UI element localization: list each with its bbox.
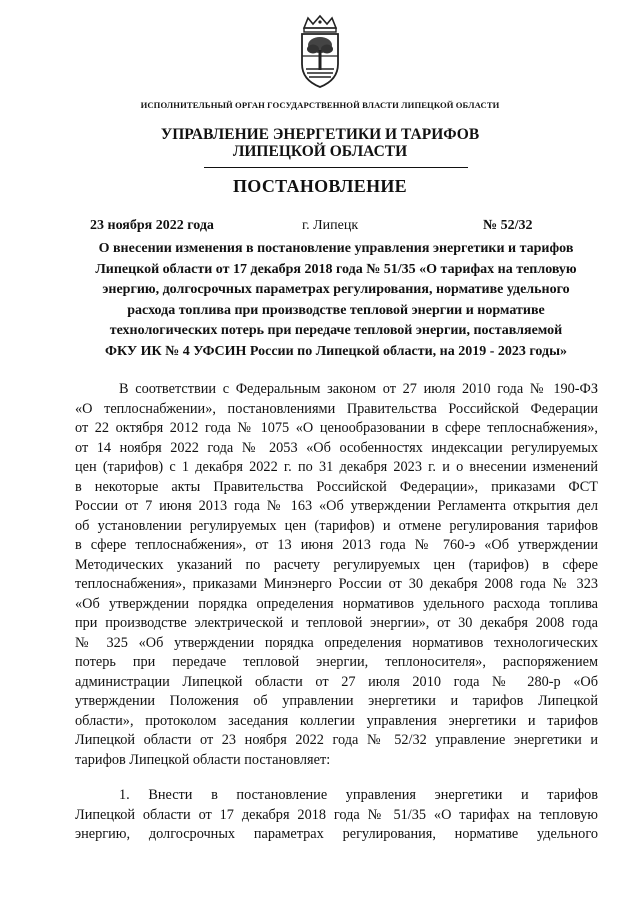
item-1-paragraph <box>75 786 598 845</box>
document-date: 23 ноября 2022 года <box>90 218 214 233</box>
body-line: Методических указаний по расчету регулируемых цен (тарифов) в сфере <box>75 556 598 573</box>
issuing-authority-line: ИСПОЛНИТЕЛЬНЫЙ ОРГАН ГОСУДАРСТВЕННОЙ ВЛАСТИ ЛИПЕЦКОЙ ОБЛАСТИ <box>140 100 500 110</box>
document-city: г. Липецк <box>302 218 359 233</box>
body-line: «Об утверждении порядка определения нормативов удельного расхода топлива <box>75 595 598 612</box>
body-line: В соответствии с Федеральным законом от 27 июля 2010 года № 190-ФЗ <box>119 381 598 397</box>
body-line: утверждении Положения об управлении энергетики и тарифов Липецкой <box>75 693 598 709</box>
title-line: расхода топлива при производстве тепловой энергии и нормативе <box>127 302 545 318</box>
body-line: администрации Липецкой области от 27 июля 2010 года № 280-р «Об <box>75 673 598 690</box>
body-line: № 325 «Об утверждении порядка определения нормативов технологических <box>75 634 598 651</box>
department-name <box>0 126 640 160</box>
item-line: 1. Внести в постановление управления энергетики и тарифов <box>119 787 598 803</box>
resolution-title <box>70 239 602 362</box>
body-line: «О теплоснабжении», постановлениями Правительства Российской Федерации <box>75 400 598 417</box>
body-line: тарифов Липецкой области постановляет: <box>75 751 331 768</box>
preamble-paragraph <box>75 380 598 770</box>
body-line: потерь при передаче тепловой энергии, теплоносителя», распоряжением <box>75 654 598 670</box>
header-divider <box>204 167 468 168</box>
department-name-line1: УПРАВЛЕНИЕ ЭНЕРГЕТИКИ И ТАРИФОВ <box>160 126 480 143</box>
body-line: об установлении регулируемых цен (тарифов) и отмене регулирования тарифов <box>75 517 598 534</box>
title-line: технологических потерь при передаче тепловой энергии, поставляемой <box>109 323 563 338</box>
item-line: Липецкой области от 17 декабря 2018 года № 51/35 «О тарифах на тепловую <box>75 806 598 823</box>
body-line: области», протоколом заседания коллегии управления энергетики и тарифов <box>75 712 598 729</box>
title-line: ФКУ ИК № 4 УФСИН России по Липецкой области, на 2019 - 2023 годы» <box>104 343 568 359</box>
body-line: от 14 ноября 2022 года № 2053 «Об особенностях индексации регулируемых <box>75 439 598 456</box>
department-name-line2: ЛИПЕЦКОЙ ОБЛАСТИ <box>232 143 408 160</box>
coat-of-arms-icon <box>298 14 342 90</box>
document-type-title: ПОСТАНОВЛЕНИЕ <box>233 176 407 196</box>
body-line: при производстве электрической и тепловой энергии», от 30 декабря 2008 года <box>75 615 598 631</box>
body-line: в сфере теплоснабжения», от 13 июня 2013 года № 760-э «Об утверждении <box>75 537 598 553</box>
body-line: в некоторые акты Правительства Российской Федерации», приказами ФСТ <box>75 478 598 495</box>
title-line: энергию, долгосрочных параметрах регулирования, нормативе удельного <box>102 282 570 297</box>
item-line: энергию, долгосрочных параметрах регулирования, нормативе удельного <box>75 826 598 842</box>
title-line: Липецкой области от 17 декабря 2018 года № 51/35 «О тарифах на тепловую <box>95 261 577 277</box>
body-line: от 22 октября 2012 года № 1075 «О ценообразовании в сфере теплоснабжения», <box>75 420 598 436</box>
body-line: Липецкой области от 23 ноября 2022 года № 52/32 управление энергетики и <box>75 732 598 748</box>
body-line: цен (тарифов) с 1 декабря 2022 г. по 31 декабря 2023 г. и о внесении изменений <box>75 459 598 475</box>
title-line: О внесении изменения в постановление управления энергетики и тарифов <box>98 241 574 256</box>
body-line: России от 7 июня 2013 года № 163 «Об утверждении Регламента открытия дел <box>75 498 598 514</box>
body-line: теплоснабжения», приказами Минэнерго России от 30 декабря 2008 года № 323 <box>75 576 598 592</box>
document-number: № 52/32 <box>483 218 533 233</box>
